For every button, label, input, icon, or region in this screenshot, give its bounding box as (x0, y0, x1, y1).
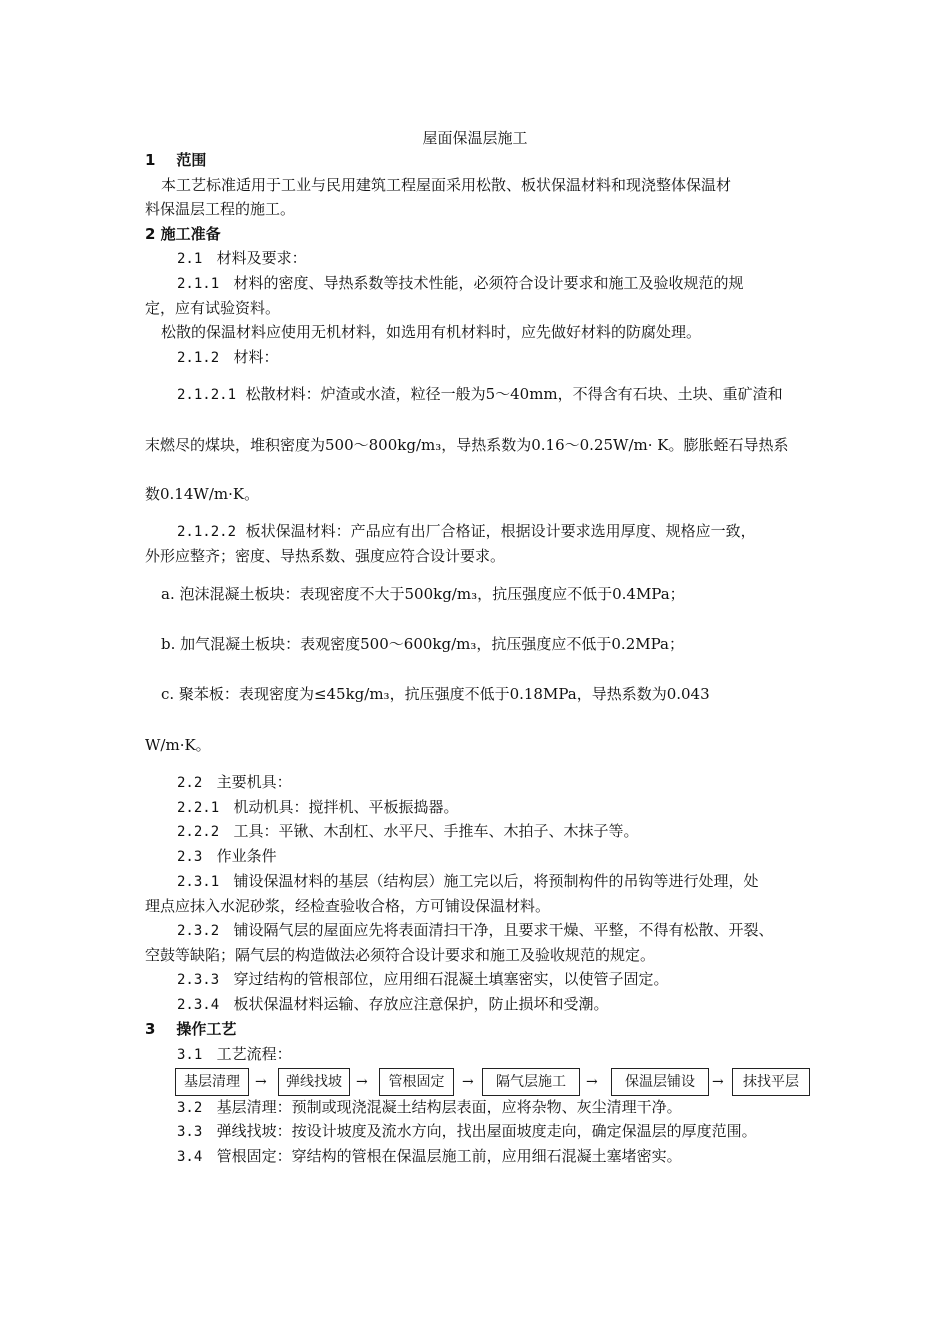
paragraph-line: 料保温层工程的施工。 (145, 200, 296, 218)
clause-text: 弹线找坡：按设计坡度及流水方向，找出屋面坡度走向，确定保温层的厚度范围。 (216, 1122, 757, 1140)
clause-text: 作业条件 (216, 847, 277, 865)
clause-text: 机动机具：搅拌机、平板振捣器。 (233, 798, 459, 816)
flow-arrow-icon: → (712, 1074, 724, 1090)
paragraph-line: W/m·K。 (145, 736, 211, 754)
clause-2-3-2 (177, 920, 773, 941)
clause-text: 铺设隔气层的屋面应先将表面清扫干净，且要求干燥、平整，不得有松散、开裂、 (233, 921, 774, 939)
clause-number: 2.1.1 (177, 276, 220, 292)
clause-3-3 (177, 1121, 757, 1142)
list-item-a: a. 泡沫混凝土板块：表现密度不大于500kg/m₃，抗压强度应不低于0.4MPa； (161, 585, 685, 603)
flow-step-base-cleaning: 基层清理 (175, 1068, 249, 1096)
clause-text: 松散材料：炉渣或水渣，粒径一般为5～40mm，不得含有石块、土块、重矿渣和 (245, 385, 783, 403)
clause-text: 穿过结构的管根部位，应用细石混凝土填塞密实，以使管子固定。 (233, 970, 669, 988)
clause-text: 基层清理：预制或现浇混凝土结构层表面，应将杂物、灰尘清理干净。 (216, 1098, 682, 1116)
clause-2-3 (177, 846, 277, 867)
clause-2-2-2 (177, 821, 638, 842)
section-number: 3 (145, 1020, 156, 1038)
clause-number: 2.1.2 (177, 350, 220, 366)
clause-text: 材料： (233, 348, 279, 366)
clause-2-1-2-2 (177, 521, 756, 542)
paragraph-line: 本工艺标准适用于工业与民用建筑工程屋面采用松散、板状保温材料和现浇整体保温材 (161, 176, 732, 194)
clause-2-1 (177, 248, 307, 269)
paragraph-line: 数0.14W/m·K。 (145, 485, 260, 503)
clause-3-1 (177, 1044, 292, 1065)
section-number: 1 (145, 151, 156, 169)
clause-text: 板状保温材料运输、存放应注意保护，防止损坏和受潮。 (233, 995, 609, 1013)
clause-2-2 (177, 772, 292, 793)
clause-number: 2.3 (177, 849, 203, 865)
section-3-heading (145, 1019, 236, 1039)
clause-text: 工艺流程： (216, 1045, 292, 1063)
clause-2-3-3 (177, 969, 668, 990)
section-title: 施工准备 (160, 225, 221, 243)
clause-number: 2.3.3 (177, 972, 220, 988)
clause-2-2-1 (177, 797, 458, 818)
paragraph-line: 理点应抹入水泥砂浆，经检查验收合格，方可铺设保温材料。 (145, 897, 551, 915)
clause-number: 2.3.1 (177, 874, 220, 890)
paragraph-line: 空鼓等缺陷；隔气层的构造做法必须符合设计要求和施工及验收规范的规定。 (145, 946, 656, 964)
clause-number: 2.2 (177, 775, 203, 791)
paragraph-line: 定，应有试验资料。 (145, 299, 281, 317)
clause-3-2 (177, 1097, 682, 1118)
paragraph-line: 松散的保温材料应使用无机材料，如选用有机材料时，应先做好材料的防腐处理。 (161, 323, 702, 341)
clause-number: 2.1.2.1 (177, 387, 237, 403)
section-title: 操作工艺 (176, 1020, 237, 1038)
section-number: 2 (145, 225, 156, 243)
clause-number: 2.3.4 (177, 997, 220, 1013)
section-title: 范围 (176, 151, 207, 169)
clause-2-1-1 (177, 273, 743, 294)
clause-text: 管根固定：穿结构的管根在保温层施工前，应用细石混凝土塞堵密实。 (216, 1147, 682, 1165)
flow-arrow-icon: → (356, 1074, 368, 1090)
list-item-c: c. 聚苯板：表现密度为≤45kg/m₃，抗压强度不低于0.18MPa，导热系数为0.043 (161, 685, 710, 703)
clause-number: 2.1.2.2 (177, 524, 237, 540)
paragraph-line: 末燃尽的煤块，堆积密度为500～800kg/m₃，导热系数为0.16～0.25W/m· K。膨胀蛭石导热系 (145, 436, 789, 454)
clause-3-4 (177, 1146, 682, 1167)
flow-step-insulation-laying: 保温层铺设 (611, 1068, 709, 1096)
clause-number: 2.3.2 (177, 923, 220, 939)
flow-step-snap-line-slope: 弹线找坡 (278, 1068, 350, 1096)
clause-text: 铺设保温材料的基层（结构层）施工完以后，将预制构件的吊钩等进行处理，处 (233, 872, 759, 890)
clause-text: 板状保温材料：产品应有出厂合格证，根据设计要求选用厚度、规格应一致， (245, 522, 756, 540)
clause-2-1-2-1 (177, 384, 783, 405)
clause-text: 材料及要求： (216, 249, 307, 267)
clause-2-1-2 (177, 347, 278, 368)
flow-arrow-icon: → (586, 1074, 598, 1090)
clause-2-3-1 (177, 871, 758, 892)
clause-number: 2.1 (177, 251, 203, 267)
clause-number: 3.1 (177, 1047, 203, 1063)
clause-number: 2.2.2 (177, 824, 220, 840)
section-1-heading (145, 150, 206, 170)
clause-text: 材料的密度、导热系数等技术性能，必须符合设计要求和施工及验收规范的规 (233, 274, 744, 292)
clause-number: 3.4 (177, 1149, 203, 1165)
flow-step-vapor-barrier: 隔气层施工 (482, 1068, 580, 1096)
clause-number: 3.2 (177, 1100, 203, 1116)
flow-step-pipe-root-fixing: 管根固定 (379, 1068, 454, 1096)
list-item-b: b. 加气混凝土板块：表观密度500～600kg/m₃，抗压强度应不低于0.2MPa； (161, 635, 684, 653)
paragraph-line: 外形应整齐；密度、导热系数、强度应符合设计要求。 (145, 547, 506, 565)
page-title: 屋面保温层施工 (422, 129, 528, 147)
clause-text: 工具：平锹、木刮杠、水平尺、手推车、木拍子、木抹子等。 (233, 822, 639, 840)
clause-text: 主要机具： (216, 773, 292, 791)
flow-step-leveling-layer: 抹找平层 (732, 1068, 810, 1096)
clause-2-3-4 (177, 994, 608, 1015)
flow-arrow-icon: → (255, 1074, 267, 1090)
section-2-heading (145, 224, 221, 244)
clause-number: 3.3 (177, 1124, 203, 1140)
clause-number: 2.2.1 (177, 800, 220, 816)
flow-arrow-icon: → (462, 1074, 474, 1090)
